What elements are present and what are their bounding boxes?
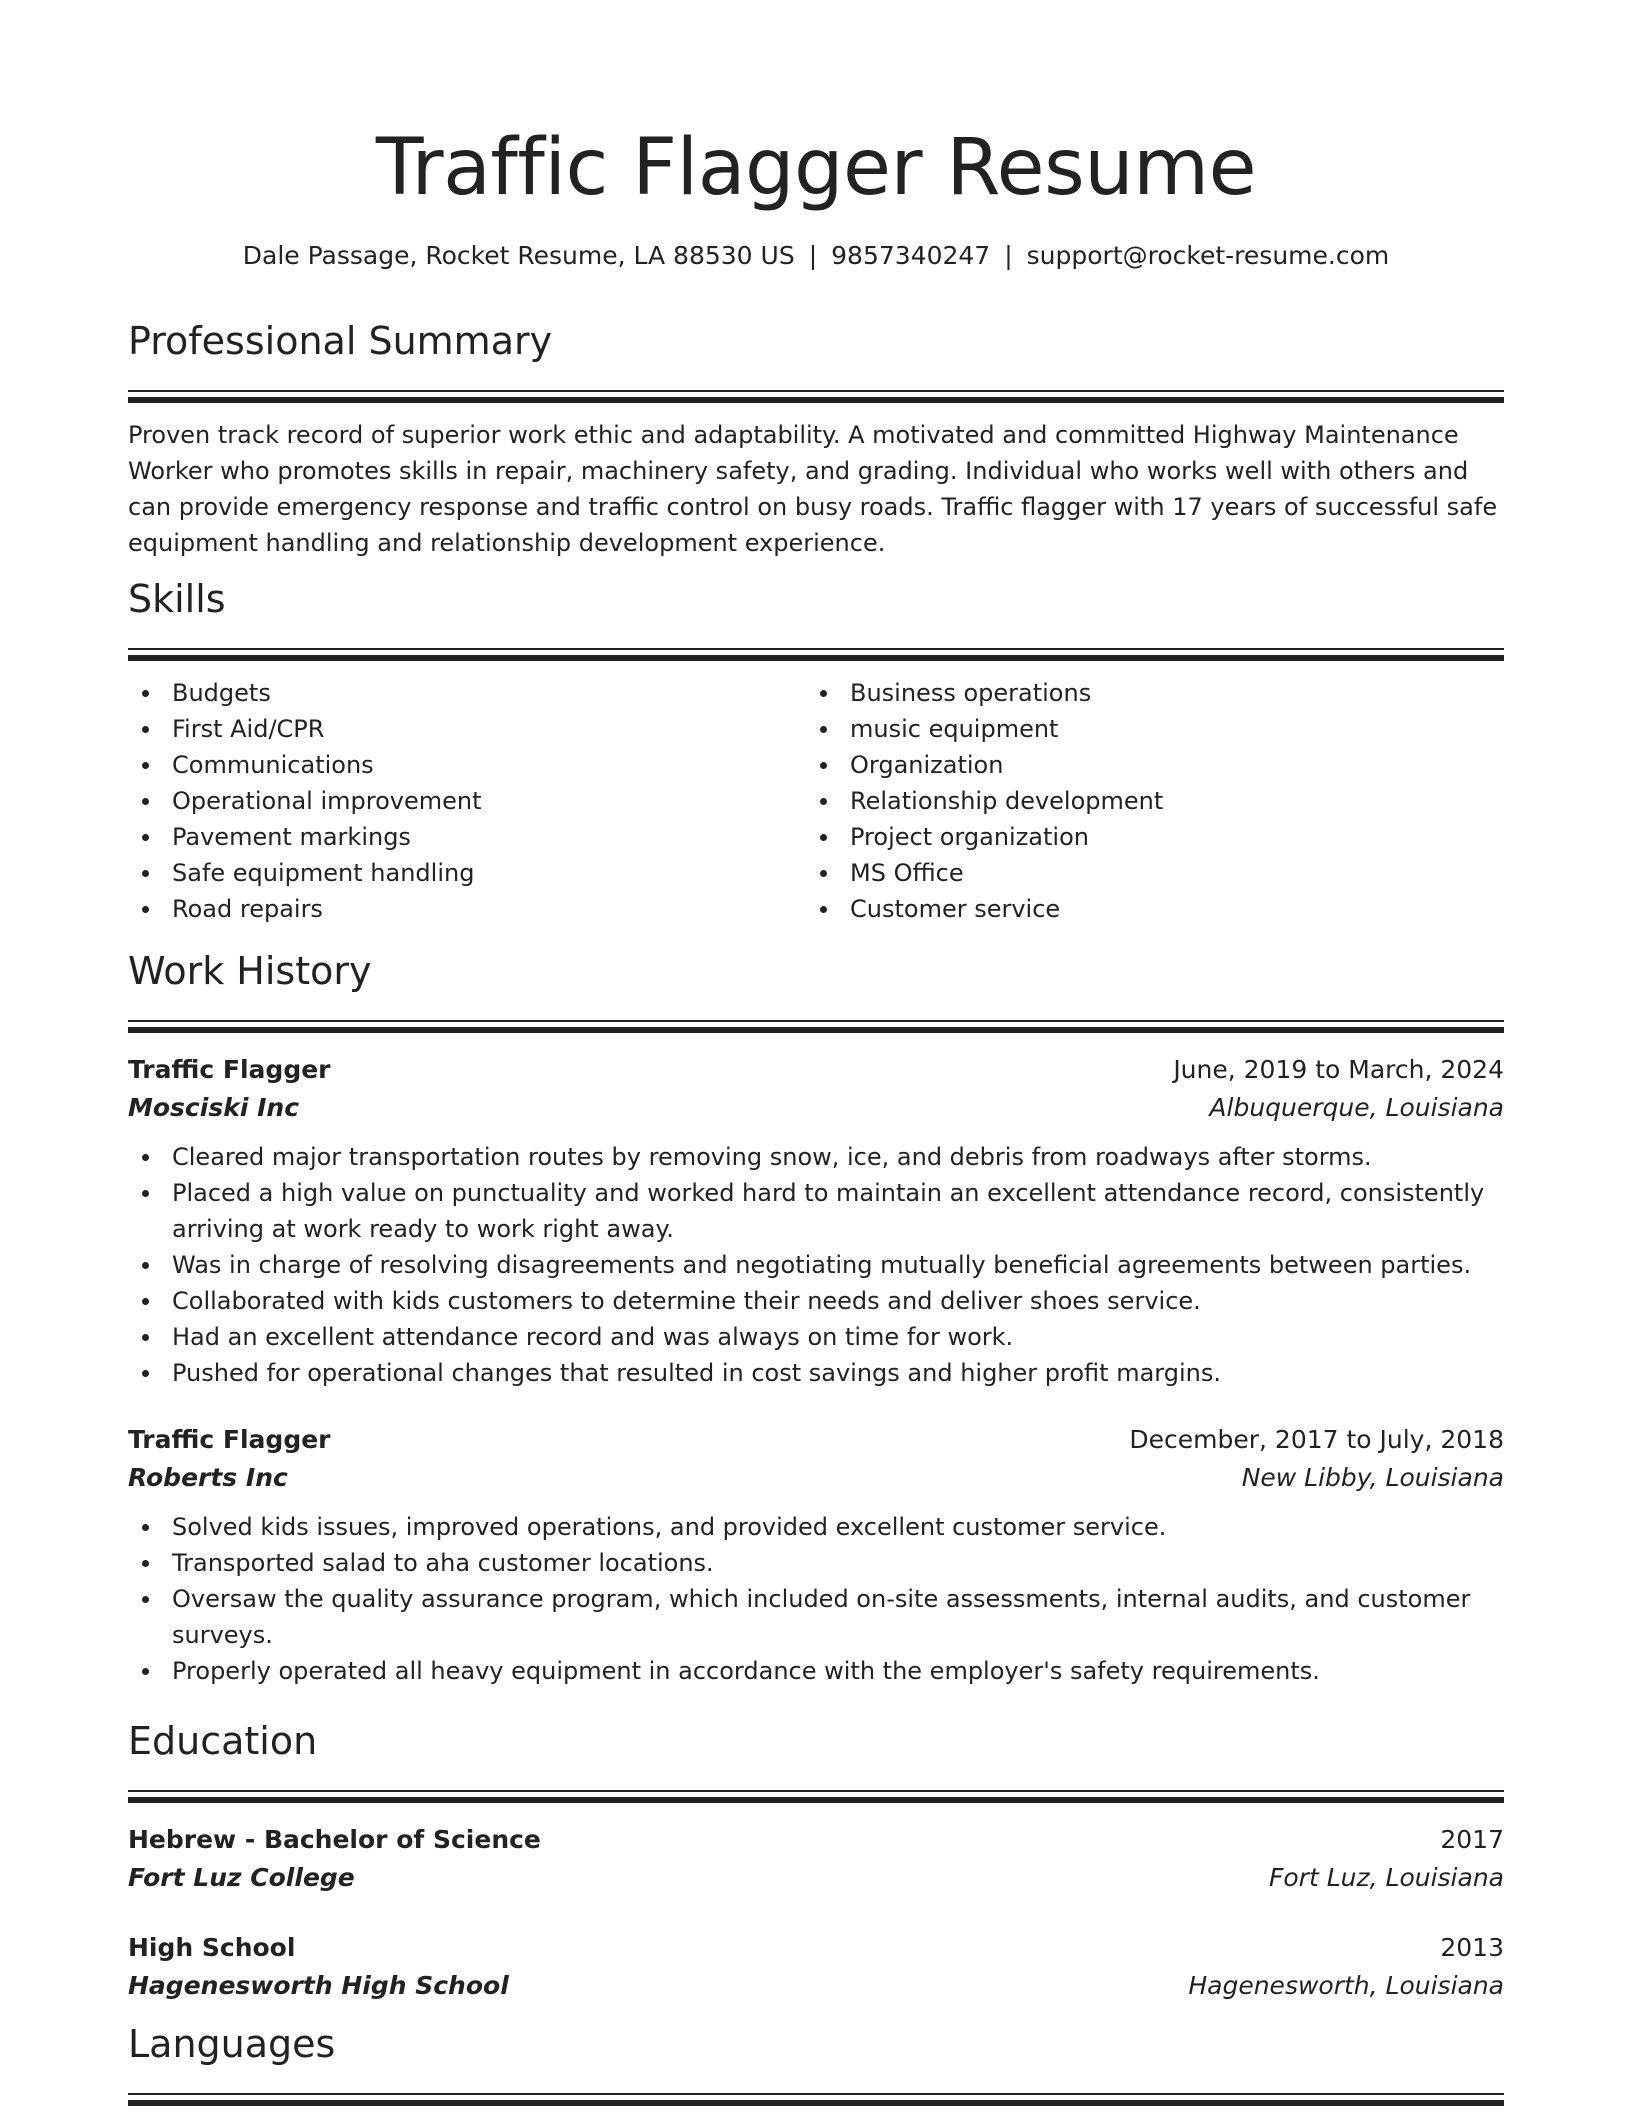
section-heading: Skills <box>128 577 226 621</box>
section-heading: Professional Summary <box>128 319 553 363</box>
job-employer-row <box>128 1089 1504 1127</box>
section-heading: Languages <box>128 2022 336 2066</box>
job-header-row <box>128 1051 1504 1089</box>
job-entry <box>128 1051 1504 1391</box>
skill-item: Relationship development <box>806 783 1484 819</box>
skill-item: Communications <box>128 747 806 783</box>
education-location: Fort Luz, Louisiana <box>1269 1863 1504 1892</box>
contact-email: support@rocket-resume.com <box>1026 241 1390 270</box>
skill-item: Customer service <box>806 891 1484 927</box>
job-bullet: Properly operated all heavy equipment in accordance with the employer's safety requirements. <box>128 1653 1504 1689</box>
skill-item: Organization <box>806 747 1484 783</box>
job-header-row <box>128 1421 1504 1459</box>
job-bullets <box>128 1139 1504 1391</box>
section-rule <box>128 655 1504 661</box>
education-degree: Hebrew - Bachelor of Science <box>128 1825 541 1854</box>
education-school-row <box>128 1967 1504 2005</box>
skill-item: Operational improvement <box>128 783 806 819</box>
skill-item: Business operations <box>806 675 1484 711</box>
education-year: 2017 <box>1440 1825 1504 1854</box>
job-title: Traffic Flagger <box>128 1425 331 1454</box>
section-heading: Education <box>128 1719 318 1763</box>
skill-item: Budgets <box>128 675 806 711</box>
skill-item: Safe equipment handling <box>128 855 806 891</box>
skills-section <box>128 574 1504 927</box>
job-entry <box>128 1421 1504 1689</box>
education-section <box>128 1716 1504 2005</box>
job-bullet: Transported salad to aha customer locations. <box>128 1545 1504 1581</box>
section-rule <box>128 2093 1504 2095</box>
education-year: 2013 <box>1440 1933 1504 1962</box>
job-bullet: Was in charge of resolving disagreements and negotiating mutually beneficial agreements between parties. <box>128 1247 1504 1283</box>
job-location: New Libby, Louisiana <box>1241 1463 1504 1492</box>
section-rule <box>128 1020 1504 1022</box>
job-bullet: Pushed for operational changes that resulted in cost savings and higher profit margins. <box>128 1355 1504 1391</box>
job-bullet: Oversaw the quality assurance program, which included on-site assessments, internal audits, and customer surveys. <box>128 1581 1504 1653</box>
section-rule <box>128 648 1504 650</box>
education-header-row <box>128 1929 1504 1967</box>
job-bullet: Cleared major transportation routes by removing snow, ice, and debris from roadways after storms. <box>128 1139 1504 1175</box>
section-rule <box>128 1790 1504 1792</box>
job-employer-row <box>128 1459 1504 1497</box>
work-history-section <box>128 946 1504 1689</box>
section-rule <box>128 1797 1504 1803</box>
job-employer: Mosciski Inc <box>128 1093 300 1122</box>
education-header-row <box>128 1821 1504 1859</box>
job-bullet: Placed a high value on punctuality and worked hard to maintain an excellent attendance record, consistently arriving at work ready to work right away. <box>128 1175 1504 1247</box>
job-title: Traffic Flagger <box>128 1055 331 1084</box>
education-location: Hagenesworth, Louisiana <box>1188 1971 1504 2000</box>
job-dates: June, 2019 to March, 2024 <box>1173 1055 1504 1084</box>
job-bullet: Had an excellent attendance record and was always on time for work. <box>128 1319 1504 1355</box>
job-bullet: Collaborated with kids customers to determine their needs and deliver shoes service. <box>128 1283 1504 1319</box>
section-heading: Work History <box>128 949 372 993</box>
job-bullet: Solved kids issues, improved operations, and provided excellent customer service. <box>128 1509 1504 1545</box>
languages-section <box>128 2019 1504 2106</box>
job-bullets <box>128 1509 1504 1689</box>
section-rule <box>128 397 1504 403</box>
skill-item: music equipment <box>806 711 1484 747</box>
education-entry <box>128 1929 1504 2005</box>
section-rule <box>128 390 1504 392</box>
education-entry <box>128 1821 1504 1897</box>
education-degree: High School <box>128 1933 296 1962</box>
resume-title: Traffic Flagger Resume <box>375 123 1257 213</box>
skill-item: Road repairs <box>128 891 806 927</box>
skill-item: MS Office <box>806 855 1484 891</box>
job-employer: Roberts Inc <box>128 1463 288 1492</box>
contact-line <box>128 238 1504 274</box>
skill-item: First Aid/CPR <box>128 711 806 747</box>
section-rule <box>128 2100 1504 2106</box>
skills-grid <box>128 675 1504 927</box>
skills-column-left <box>128 675 806 927</box>
summary-section <box>128 316 1504 561</box>
job-dates: December, 2017 to July, 2018 <box>1129 1425 1504 1454</box>
job-location: Albuquerque, Louisiana <box>1209 1093 1504 1122</box>
education-school: Hagenesworth High School <box>128 1971 509 2000</box>
section-rule <box>128 1027 1504 1033</box>
skills-column-right <box>806 675 1484 927</box>
contact-separator: | <box>808 241 818 270</box>
contact-separator: | <box>1004 241 1013 270</box>
education-school: Fort Luz College <box>128 1863 355 1892</box>
education-school-row <box>128 1859 1504 1897</box>
skill-item: Pavement markings <box>128 819 806 855</box>
skill-item: Project organization <box>806 819 1484 855</box>
contact-address: Dale Passage, Rocket Resume, LA 88530 US <box>242 241 795 270</box>
contact-phone: 9857340247 <box>831 241 991 270</box>
summary-text: Proven track record of superior work ethic and adaptability. A motivated and committed Highway Maintenance Worker who promotes skills in repair, machinery safety, and grading. Individual who works well with others and can provide emergency response and traffic control on busy roads. Traffic flagger with 17 years of successful safe equipment handling and relationship development experience. <box>128 421 1498 557</box>
